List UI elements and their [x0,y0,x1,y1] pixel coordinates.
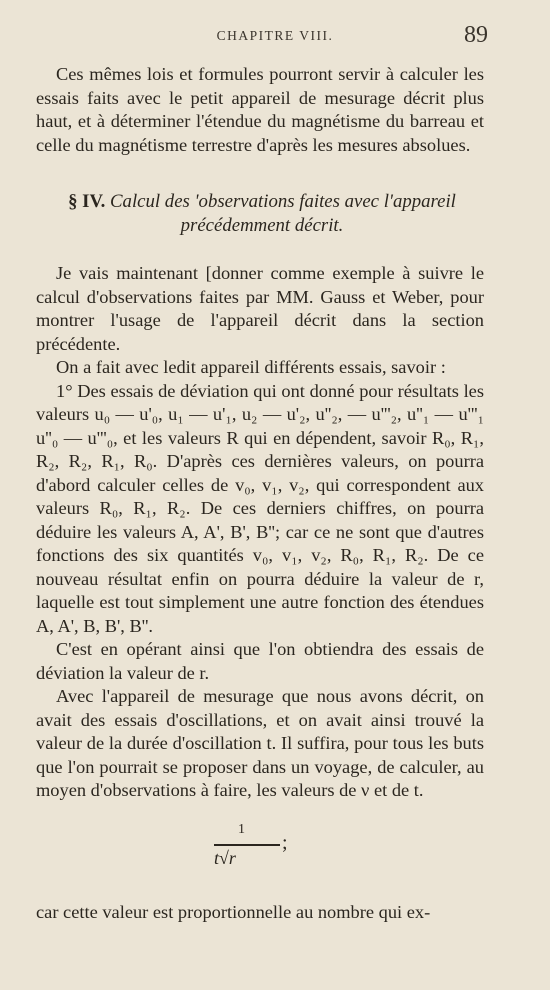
fraction-bar [214,844,280,846]
body-block [36,262,484,803]
closing-line [36,901,484,925]
formula-denominator: t√r [214,848,236,868]
paragraph: Je vais maintenant [donner comme exemple à suivre le calcul d'observations faites par MM. Gauss et Weber, pour montrer l'usage de l'appareil décrit dans la section précédente. [36,263,484,354]
formula-punctuation: ; [282,832,288,854]
section-number: § IV. [68,191,106,212]
paragraph: On a fait avec ledit appareil différents essais, savoir : [56,357,446,377]
formula-numerator: 1 [238,822,245,837]
section-heading [36,190,488,238]
chapter-title: CHAPITRE VIII. [216,28,334,43]
section-title: Calcul des 'observations faites avec l'appareil précédemment décrit. [110,191,456,236]
running-header [0,22,550,52]
intro-block [36,63,484,157]
paragraph: Ces mêmes lois et formules pourront servir à calculer les essais faits avec le petit appareil de mesurage décrit plus haut, et à déterminer l'étendue du magnétisme du barreau et celle du magnétisme terrestre d'après les mesures absolues. [36,64,484,155]
paragraph: 1° Des essais de déviation qui ont donné pour résultats les valeurs u₀ — u'₀, u₁ — u'₁, u₂ — u'₂, u''₂, — u'''₂, u''₁ — u'''₁ u''₀ — u'''₀, et les valeurs R qui en dépendent, savoir R₀, R₁, R₂, R₂, R₁, R₀. D'après ces dernières valeurs, on pourra d'abord calculer celles de v₀, v₁, v₂, qui correspondent aux valeurs R₀, R₁, R₂. De ces derniers chiffres, on pourra déduire les valeurs A, A', B', B''; car ce ne sont que d'autres fonctions des six quantités v₀, v₁, v₂, R₀, R₁, R₂. De ce nouveau résultat enfin on pourra déduire la valeur de r, laquelle est tout simplement une autre fonction des étendues A, A', B, B', B''. [36,380,484,636]
paragraph: Avec l'appareil de mesurage que nous avons décrit, on avait des essais d'oscillations, et on avait ainsi trouvé la valeur de la durée d'oscillation t. Il suffira, pour tous les buts que l'on pourrait se proposer dans un voyage, de calculer, au moyen d'observations à faire, les valeurs de ν et de t. [36,686,484,800]
page-number: 89 [464,22,488,48]
paragraph: car cette valeur est proportionnelle au nombre qui ex- [36,902,431,922]
paragraph: C'est en opérant ainsi que l'on obtiendra des essais de déviation la valeur de r. [36,639,484,683]
formula [212,822,332,882]
